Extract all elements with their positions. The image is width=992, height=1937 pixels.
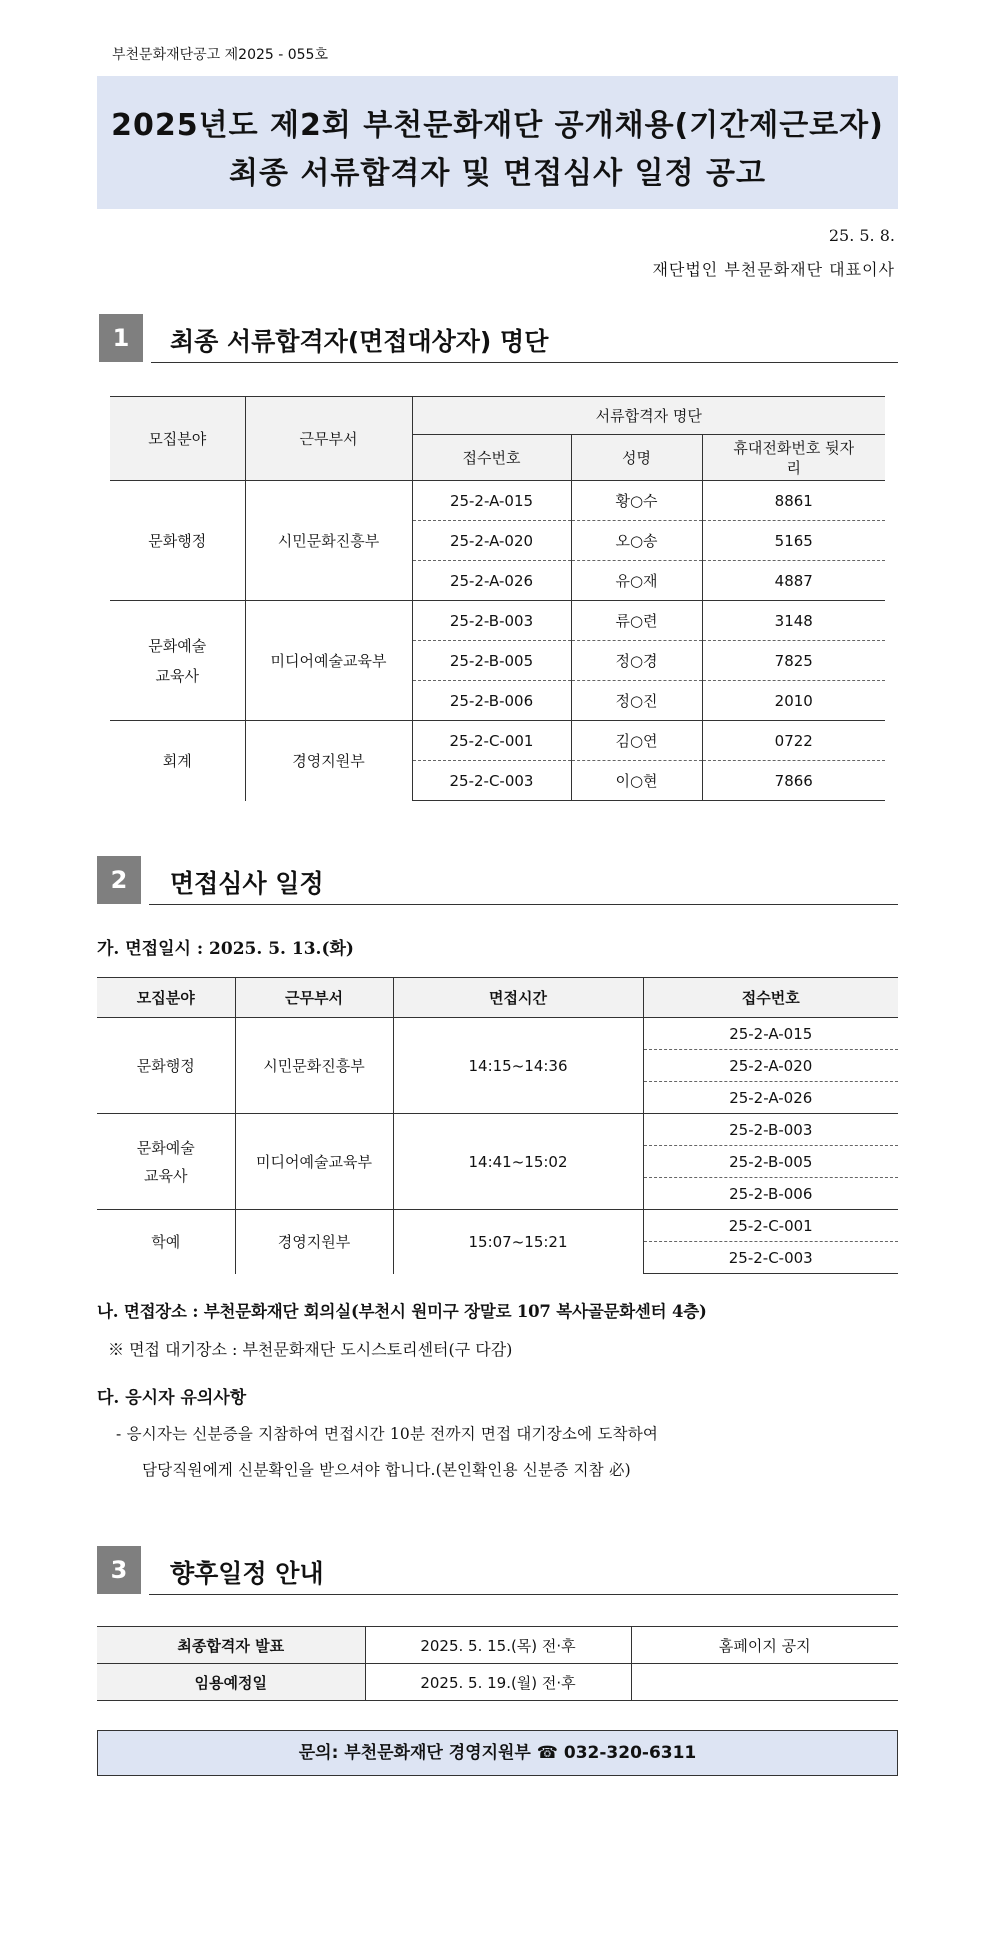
group-field: 회계	[110, 721, 245, 801]
group-field-cell	[110, 601, 245, 721]
applicant-name: 유○재	[571, 561, 702, 601]
group-field-cell	[97, 1114, 235, 1210]
schedule-table	[97, 1626, 898, 1701]
applicant-name: 황○수	[571, 481, 702, 521]
applicant-name: 류○련	[571, 601, 702, 641]
header-group: 서류합격자 명단	[412, 397, 885, 435]
group-dept: 미디어예술교육부	[245, 601, 412, 721]
schedule-label: 임용예정일	[97, 1664, 365, 1701]
phone-suffix: 3148	[702, 601, 885, 641]
issuer: 재단법인 부천문화재단 대표이사	[652, 260, 895, 279]
reg-no: 25-2-A-026	[643, 1082, 898, 1114]
section-3-title: 향후일정 안내	[170, 1559, 324, 1588]
phone-suffix: 4887	[702, 561, 885, 601]
applicants-table	[110, 396, 885, 801]
group-field: 문화예술 교육사	[148, 636, 207, 685]
waiting-location-note: ※ 면접 대기장소 : 부천문화재단 도시스토리센터(구 다감)	[108, 1340, 513, 1359]
notice-number: 부천문화재단공고 제2025 - 055호	[112, 47, 328, 63]
section-2-number: 2	[97, 856, 141, 904]
reg-no: 25-2-A-026	[412, 561, 571, 601]
section-1-rule	[151, 362, 898, 363]
section-1-title: 최종 서류합격자(면접대상자) 명단	[170, 327, 549, 356]
group-dept: 경영지원부	[245, 721, 412, 801]
phone-suffix: 7825	[702, 641, 885, 681]
group-field: 문화예술 교육사	[136, 1138, 195, 1185]
header-field: 모집분야	[97, 978, 235, 1018]
schedule-note	[631, 1664, 898, 1701]
interview-time: 15:07~15:21	[393, 1210, 643, 1274]
reg-no: 25-2-B-003	[412, 601, 571, 641]
header-name: 성명	[571, 435, 702, 481]
title-line-1: 2025년도 제2회 부천문화재단 공개채용(기간제근로자)	[111, 108, 884, 143]
group-dept: 경영지원부	[235, 1210, 393, 1274]
header-phone-text: 휴대전화번호 뒷자리	[733, 438, 855, 477]
interview-time: 14:41~15:02	[393, 1114, 643, 1210]
contact-box: 문의: 부천문화재단 경영지원부 ☎ 032-320-6311	[97, 1730, 898, 1776]
applicant-name: 오○송	[571, 521, 702, 561]
section-3-rule	[149, 1594, 898, 1595]
schedule-date: 2025. 5. 19.(월) 전·후	[365, 1664, 631, 1701]
reg-no: 25-2-C-001	[412, 721, 571, 761]
schedule-date: 2025. 5. 15.(목) 전·후	[365, 1627, 631, 1664]
header-phone	[702, 435, 885, 481]
notice-date: 25. 5. 8.	[828, 226, 895, 245]
group-field: 학예	[97, 1210, 235, 1274]
reg-no: 25-2-C-003	[412, 761, 571, 801]
section-3-number: 3	[97, 1546, 141, 1594]
header-dept: 근무부서	[245, 397, 412, 481]
reg-no: 25-2-A-015	[412, 481, 571, 521]
phone-suffix: 0722	[702, 721, 885, 761]
reg-no: 25-2-A-015	[643, 1018, 898, 1050]
applicant-notice-line-2: 담당직원에게 신분확인을 받으셔야 합니다.(본인확인용 신분증 지참 必)	[142, 1461, 631, 1479]
applicant-name: 정○진	[571, 681, 702, 721]
phone-suffix: 2010	[702, 681, 885, 721]
phone-suffix: 7866	[702, 761, 885, 801]
interview-date: 가. 면접일시 : 2025. 5. 13.(화)	[97, 939, 354, 959]
reg-no: 25-2-C-003	[643, 1242, 898, 1274]
applicant-notice-heading: 다. 응시자 유의사항	[97, 1388, 247, 1408]
group-field: 문화행정	[97, 1018, 235, 1114]
reg-no: 25-2-B-006	[643, 1178, 898, 1210]
interview-time: 14:15~14:36	[393, 1018, 643, 1114]
reg-no: 25-2-B-003	[643, 1114, 898, 1146]
interview-location: 나. 면접장소 : 부천문화재단 회의실(부천시 원미구 장말로 107 복사골문화센터 4층)	[97, 1302, 707, 1321]
reg-no: 25-2-B-006	[412, 681, 571, 721]
applicant-name: 김○연	[571, 721, 702, 761]
section-2-rule	[149, 904, 898, 905]
header-reg-no: 접수번호	[412, 435, 571, 481]
header-time: 면접시간	[393, 978, 643, 1018]
section-2-title: 면접심사 일정	[170, 869, 324, 898]
header-reg-no: 접수번호	[643, 978, 898, 1018]
section-1-number: 1	[99, 314, 143, 362]
group-field: 문화행정	[110, 481, 245, 601]
phone-suffix: 8861	[702, 481, 885, 521]
group-dept: 미디어예술교육부	[235, 1114, 393, 1210]
phone-suffix: 5165	[702, 521, 885, 561]
applicant-name: 정○경	[571, 641, 702, 681]
header-dept: 근무부서	[235, 978, 393, 1018]
reg-no: 25-2-C-001	[643, 1210, 898, 1242]
group-dept: 시민문화진흥부	[235, 1018, 393, 1114]
schedule-note: 홈페이지 공지	[631, 1627, 898, 1664]
reg-no: 25-2-A-020	[412, 521, 571, 561]
reg-no: 25-2-B-005	[643, 1146, 898, 1178]
title-line-2: 최종 서류합격자 및 면접심사 일정 공고	[229, 156, 766, 191]
header-field: 모집분야	[110, 397, 245, 481]
reg-no: 25-2-B-005	[412, 641, 571, 681]
interview-schedule-table	[97, 977, 898, 1274]
schedule-label: 최종합격자 발표	[97, 1627, 365, 1664]
title-box	[97, 76, 898, 209]
reg-no: 25-2-A-020	[643, 1050, 898, 1082]
applicant-notice-line-1: - 응시자는 신분증을 지참하여 면접시간 10분 전까지 면접 대기장소에 도착하여	[116, 1425, 659, 1443]
group-dept: 시민문화진흥부	[245, 481, 412, 601]
applicant-name: 이○현	[571, 761, 702, 801]
